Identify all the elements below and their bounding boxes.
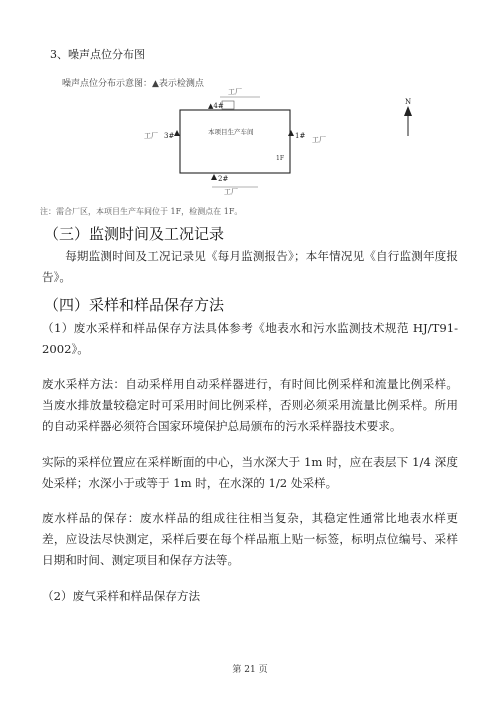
point-2: 2# [218, 175, 229, 183]
floor-label: 1F [276, 155, 284, 162]
north-label: N [405, 98, 412, 106]
section-3-title: 3、噪声点位分布图 [50, 48, 145, 61]
heading-monitoring-time: （三）监测时间及工况记录 [44, 225, 225, 243]
para-exhaust-sampling: （2）废气采样和样品保存方法 [42, 589, 201, 603]
point-3-marker [174, 130, 180, 136]
para-sampling-position: 实际的采样位置应在采样断面的中心，当水深大于 1m 时，应在表层下 1/4 深度处采样；水深小于或等于 1m 时，在水深的 1/2 处采样。 [42, 455, 458, 490]
building-label: 本项目生产车间 [208, 128, 254, 136]
noise-point-diagram [140, 86, 440, 206]
point-1-marker [288, 130, 294, 136]
building-outline [180, 110, 290, 173]
point-1: 1# [295, 132, 306, 140]
para-monitoring-time: 每期监测时间及工况记录见《每月监测报告》；本年情况见《自行监测年度报告》。 [42, 249, 458, 284]
point-2-marker [211, 174, 217, 180]
factory-label-top: 工厂 [228, 88, 242, 96]
diagram-note: 注：需合厂区，本项目生产车间位于 1F，检测点在 1F。 [40, 207, 243, 216]
para-wastewater-sampling: 废水采样方法：自动采样用自动采样器进行，有时间比例采样和流量比例采样。当废水排放量较稳定时可采用时间比例采样，否则必须采用流量比例采样。所用的自动采样器必须符合国家环境保护总局颁布的污水采样器技术要求。 [42, 377, 458, 433]
point-3: 3# [164, 132, 175, 140]
page-number: 第 21 页 [232, 665, 268, 675]
factory-label-bottom: 工厂 [224, 188, 238, 196]
para-wastewater-reference: （1）废水采样和样品保存方法具体参考《地表水和污水监测技术规范 HJ/T91-2002》。 [42, 321, 458, 356]
heading-sampling-methods: （四）采样和样品保存方法 [44, 296, 225, 314]
point-4: ▲4# [208, 102, 224, 110]
factory-label-right: 工厂 [312, 136, 326, 144]
diagram-caption: 噪声点位分布示意图：▲表示检测点 [62, 79, 204, 89]
para-sample-storage: 废水样品的保存：废水样品的组成往往相当复杂，其稳定性通常比地表水样更差，应设法尽快测定，采样后要在每个样品瓶上贴一标签，标明点位编号、采样日期和时间、测定项目和保存方法等。 [42, 511, 458, 567]
factory-label-left: 工厂 [144, 132, 158, 140]
